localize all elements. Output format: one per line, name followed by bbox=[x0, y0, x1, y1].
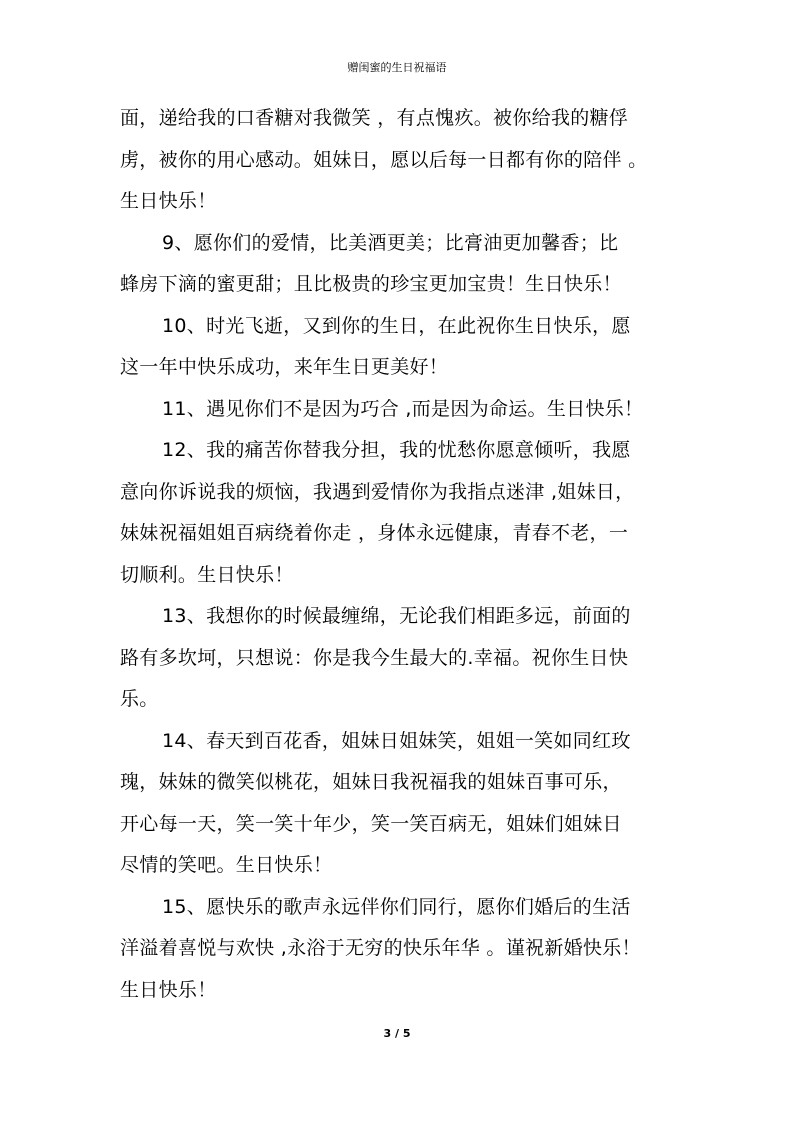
paragraph-start-line: 9、愿你们的爱情，比美酒更美；比膏油更加馨香；比 bbox=[162, 231, 619, 254]
paragraph-start-line: 12、我的痛苦你替我分担，我的忧愁你愿意倾听，我愿 bbox=[162, 439, 631, 461]
text-line: 意向你诉说我的烦恼，我遇到爱情你为我指点迷津 ,姐妹日， bbox=[120, 480, 635, 503]
page-header: 赠闺蜜的生日祝福语 bbox=[347, 61, 447, 74]
text-line: 切顺利。生日快乐！ bbox=[120, 563, 294, 586]
text-line: 乐。 bbox=[120, 688, 159, 710]
paragraph-start-line: 13、我想你的时候最缠绵，无论我们相距多远，前面的 bbox=[162, 605, 631, 627]
document-body bbox=[120, 98, 680, 1011]
text-line: 路有多坎坷，只想说：你是我今生最大的.幸福。祝你生日快 bbox=[120, 646, 629, 669]
paragraph-start-line: 11、遇见你们不是因为巧合 ,而是因为命运。生日快乐！ bbox=[162, 397, 644, 420]
text-line: 尽情的笑吧。生日快乐！ bbox=[120, 854, 333, 876]
paragraph-start-line: 15、愿快乐的歌声永远伴你们同行，愿你们婚后的生活 bbox=[162, 895, 631, 918]
text-line: 面，递给我的口香糖对我微笑 ，有点愧疚。被你给我的糖俘 bbox=[120, 107, 629, 129]
page-number: 3 / 5 bbox=[383, 1027, 411, 1040]
text-line: 这一年中快乐成功，来年生日更美好！ bbox=[120, 356, 449, 378]
text-line: 生日快乐！ bbox=[120, 190, 217, 212]
text-line: 生日快乐！ bbox=[120, 978, 217, 1001]
paragraph-start-line: 14、春天到百花香，姐妹日姐妹笑，姐姐一笑如同红玫 bbox=[162, 729, 631, 752]
text-line: 开心每一天，笑一笑十年少，笑一笑百病无，姐妹们姐妹日 bbox=[120, 812, 622, 835]
text-line: 洋溢着喜悦与欢快 ,永浴于无穷的快乐年华 。谨祝新婚快乐！ bbox=[120, 937, 641, 959]
paragraph-start-line: 10、时光飞逝，又到你的生日，在此祝你生日快乐，愿 bbox=[162, 314, 631, 337]
text-line: 妹妹祝福姐姐百病绕着你走 ，身体永远健康，青春不老，一 bbox=[120, 522, 629, 544]
text-line: 蜂房下滴的蜜更甜；且比极贵的珍宝更加宝贵！生日快乐！ bbox=[120, 273, 622, 295]
text-line: 虏，被你的用心感动。姐妹日，愿以后每一日都有你的陪伴 。 bbox=[120, 148, 648, 171]
text-line: 瑰，妹妹的微笑似桃花，姐妹日我祝福我的姐妹百事可乐， bbox=[120, 771, 622, 793]
